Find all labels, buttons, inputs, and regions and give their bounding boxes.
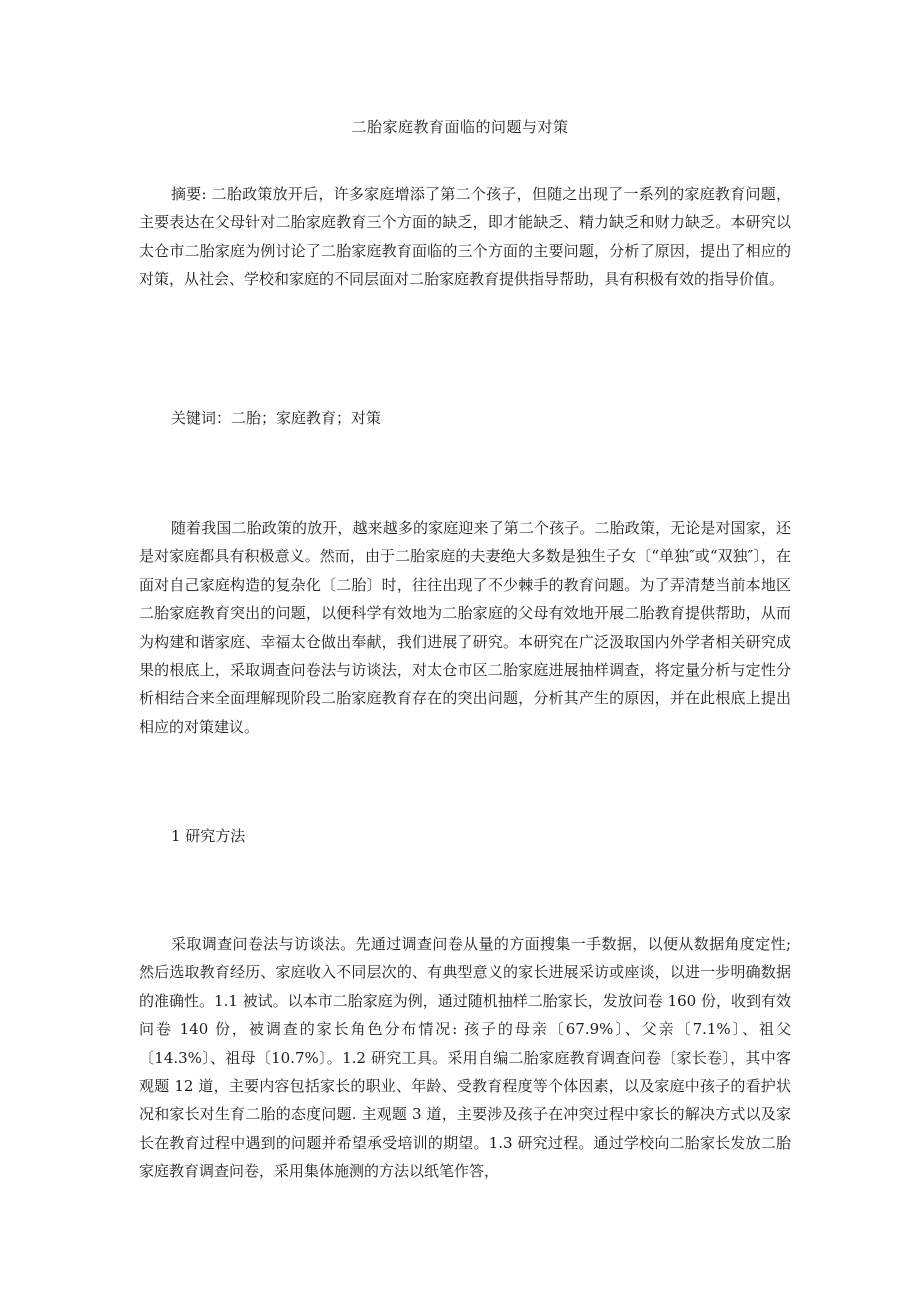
- keywords-line: 关键词：二胎；家庭教育；对策: [171, 409, 382, 427]
- abstract-paragraph: 摘要: 二胎政策放开后，许多家庭增添了第二个孩子，但随之出现了一系列的家庭教育问题，主要表达在父母针对二胎家庭教育三个方面的缺乏，即才能缺乏、精力缺乏和财力缺乏。本研究以太仓市二胎家庭为例讨论了二胎家庭教育面临的三个方面的主要问题，分析了原因，提出了相应的对策，从社会、学校和家庭的不同层面对二胎家庭教育提供指导帮助，具有积极有效的指导价值。: [139, 185, 791, 289]
- methods-paragraph: 采取调查问卷法与访谈法。先通过调查问卷从量的方面搜集一手数据，以便从数据角度定性; 然后选取教育经历、家庭收入不同层次的、有典型意义的家长进展采访或座谈，以进一步明确数据的准确性。1.1 被试。以本市二胎家庭为例，通过随机抽样二胎家长，发放问卷 160 份，收到有效问卷 140 份，被调查的家长角色分布情况: 孩子的母亲〔67.9%〕、父亲〔7.1%〕、祖父〔14.3%〕、祖母〔10.7%〕。1.2 研究工具。采用自编二胎家庭教育调查问卷〔家长卷〕，其中客观题 12 道，主要内容包括家长的职业、年龄、受教育程度等个体因素，以及家庭中孩子的看护状况和家长对生育二胎的态度问题. 主观题 3 道，主要涉及孩子在冲突过程中家长的解决方式以及家长在教育过程中遇到的问题并希望承受培训的期望。1.3 研究过程。通过学校向二胎家长发放二胎家庭教育调查问卷，采用集体施测的方法以纸笔作答，: [139, 935, 791, 1181]
- section-heading-methods: 1 研究方法: [171, 827, 246, 845]
- document-title: 二胎家庭教育面临的问题与对策: [351, 118, 569, 136]
- intro-paragraph: 随着我国二胎政策的放开，越来越多的家庭迎来了第二个孩子。二胎政策，无论是对国家，还是对家庭都具有积极意义。然而，由于二胎家庭的夫妻绝大多数是独生子女〔“单独″或“双独″〕，在面对自己家庭构造的复杂化〔二胎〕时，往往出现了不少棘手的教育问题。为了弄清楚当前本地区二胎家庭教育突出的问题，以便科学有效地为二胎家庭的父母有效地开展二胎教育提供帮助，从而为构建和谐家庭、幸福太仓做出奉献，我们进展了研究。本研究在广泛汲取国内外学者相关研究成果的根底上，采取调查问卷法与访谈法，对太仓市区二胎家庭进展抽样调查，将定量分析与定性分析相结合来全面理解现阶段二胎家庭教育存在的突出问题，分析其产生的原因，并在此根底上提出相应的对策建议。: [139, 519, 791, 736]
